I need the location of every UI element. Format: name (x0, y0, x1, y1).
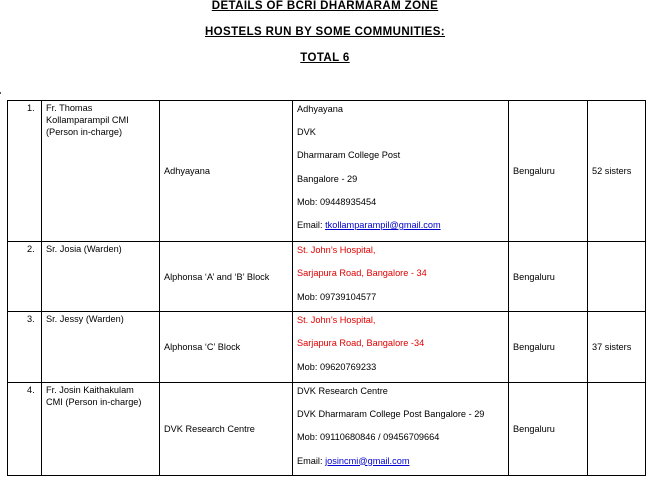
hostel-name: Adhyayana (160, 101, 293, 242)
address-line: Dharmaram College Post (297, 150, 401, 161)
city-cell: Bengaluru (509, 383, 588, 476)
document-title: DETAILS OF BCRI DHARMARAM ZONE (211, 0, 439, 12)
hostel-name: DVK Research Centre (160, 383, 293, 476)
city-cell: Bengaluru (509, 312, 588, 383)
row-number: 1. (8, 101, 42, 242)
address-line: Sarjapura Road, Bangalore - 34 (297, 268, 427, 279)
city-cell: Bengaluru (509, 101, 588, 242)
table-row (8, 383, 646, 476)
row-number: 2. (8, 242, 42, 312)
person-line: Fr. Thomas (46, 103, 93, 113)
address-line: Adhyayana (297, 104, 343, 114)
person-cell (42, 101, 160, 242)
address-line: DVK Research Centre (297, 386, 388, 396)
document-total: TOTAL 6 (300, 52, 350, 64)
address-line: St. John’s Hospital, (297, 245, 376, 255)
mobile-line: Mob: 09620769233 (297, 361, 377, 372)
count-cell: 37 sisters (588, 312, 646, 383)
city-cell: Bengaluru (509, 242, 588, 312)
document-subtitle: HOSTELS RUN BY SOME COMMUNITIES: (204, 26, 446, 38)
email-label: Email: (297, 455, 326, 466)
address-line: Sarjapura Road, Bangalore -34 (297, 338, 425, 349)
hostel-name: Alphonsa ‘C’ Block (160, 312, 293, 383)
address-cell (293, 242, 509, 312)
person-line: Sr. Josia (Warden) (46, 244, 122, 254)
person-cell (42, 242, 160, 312)
address-cell (293, 383, 509, 476)
email-link[interactable]: josincmi@gmail.com (325, 455, 410, 466)
table-row (8, 312, 646, 383)
person-cell (42, 383, 160, 476)
address-cell (293, 312, 509, 383)
person-cell (42, 312, 160, 383)
address-line: DVK Dharmaram College Post Bangalore - 29 (297, 409, 485, 420)
table-row (8, 101, 646, 242)
person-line: (Person in-charge) (46, 127, 123, 137)
email-link[interactable]: tkollamparampil@gmail.com (325, 219, 441, 230)
count-cell (588, 242, 646, 312)
address-line: St. John’s Hospital, (297, 315, 376, 325)
address-line: Mob: 09448935454 (297, 196, 377, 207)
count-cell: 52 sisters (588, 101, 646, 242)
page-margin-mark (0, 92, 3, 94)
table-row (8, 242, 646, 312)
row-number: 3. (8, 312, 42, 383)
email-label: Email: (297, 219, 326, 230)
mobile-line: Mob: 09739104577 (297, 291, 377, 302)
hostel-name: Alphonsa ‘A’ and ‘B’ Block (160, 242, 293, 312)
email-line (297, 218, 504, 234)
count-cell (588, 383, 646, 476)
person-line: CMI (Person in-charge) (46, 397, 142, 407)
address-line: Mob: 09110680846 / 09456709664 (297, 432, 440, 443)
address-cell (293, 101, 509, 242)
person-line: Fr. Josin Kaithakulam (46, 385, 134, 395)
person-line: Sr. Jessy (Warden) (46, 314, 124, 324)
row-number: 4. (8, 383, 42, 476)
hostels-table (7, 100, 646, 476)
address-line: DVK (297, 127, 316, 138)
address-line: Bangalore - 29 (297, 173, 358, 184)
email-line (297, 454, 504, 474)
person-line: Kollamparampil CMI (46, 115, 129, 125)
